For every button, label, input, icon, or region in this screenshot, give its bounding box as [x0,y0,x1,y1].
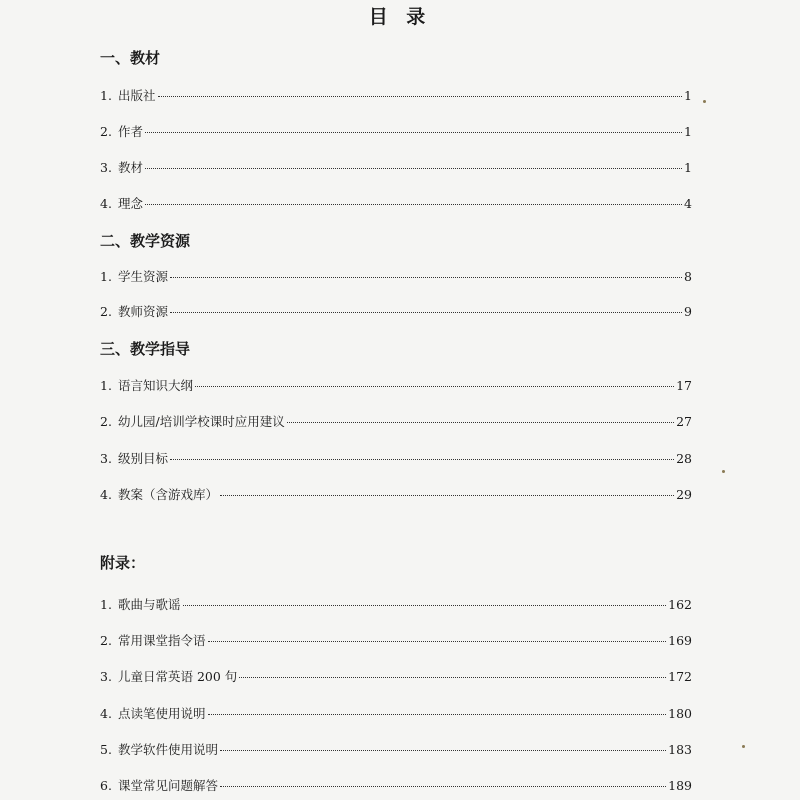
toc-entry[interactable] [100,631,692,651]
toc-entry[interactable] [100,595,692,615]
toc-entry[interactable] [100,267,692,287]
dot-leader [208,641,667,642]
dot-leader [170,312,682,313]
entry-number: 3. [100,160,112,175]
entry-number: 1. [100,88,112,103]
entry-number: 4. [100,706,112,721]
paper-speck [722,470,725,473]
entry-number: 4. [100,196,112,211]
dot-leader [145,168,682,169]
dot-leader [220,786,666,787]
toc-entry[interactable] [100,776,692,796]
entry-page: 4 [684,196,692,211]
dot-leader [220,750,666,751]
entry-page: 28 [676,451,692,466]
entry-number: 4. [100,487,112,502]
entry-page: 183 [668,742,692,757]
entry-page: 189 [668,778,692,793]
toc-entry[interactable] [100,302,692,322]
entry-number: 1. [100,378,112,393]
toc-entry[interactable] [100,704,692,724]
entry-label: 理念 [118,196,144,211]
entry-number: 5. [100,742,112,757]
toc-entry[interactable] [100,86,692,106]
dot-leader [158,96,683,97]
toc-entry[interactable] [100,485,692,505]
entry-label: 级别目标 [118,451,169,466]
entry-label: 儿童日常英语 200 句 [118,669,238,684]
entry-number: 2. [100,304,112,319]
dot-leader [208,714,667,715]
paper-speck [703,100,706,103]
paper-speck [742,745,745,748]
entry-number: 6. [100,778,112,793]
entry-label: 语言知识大纲 [118,378,194,393]
entry-page: 9 [684,304,692,319]
toc-entry[interactable] [100,449,692,469]
entry-label: 幼儿园/培训学校课时应用建议 [118,414,285,429]
entry-page: 8 [684,269,692,284]
entry-page: 27 [676,414,692,429]
entry-number: 1. [100,269,112,284]
entry-page: 169 [668,633,692,648]
toc-entry[interactable] [100,667,692,687]
dot-leader [195,386,674,387]
entry-page: 17 [676,378,692,393]
dot-leader [145,132,682,133]
entry-number: 2. [100,414,112,429]
page-title: 目 录 [368,6,432,28]
entry-label: 学生资源 [118,269,169,284]
entry-label: 教材 [118,160,144,175]
entry-page: 1 [684,124,692,139]
entry-label: 点读笔使用说明 [118,706,206,721]
dot-leader [220,495,674,496]
entry-number: 3. [100,451,112,466]
dot-leader [145,204,682,205]
section-heading-guidance: 三、教学指导 [100,340,191,358]
entry-label: 歌曲与歌谣 [118,597,181,612]
dot-leader [239,677,666,678]
entry-label: 教学软件使用说明 [118,742,219,757]
entry-label: 教案（含游戏库） [118,487,219,502]
entry-label: 常用课堂指令语 [118,633,206,648]
entry-page: 172 [668,669,692,684]
dot-leader [183,605,667,606]
dot-leader [170,277,682,278]
entry-label: 教师资源 [118,304,169,319]
toc-entry[interactable] [100,158,692,178]
toc-entry[interactable] [100,122,692,142]
entry-number: 2. [100,633,112,648]
entry-label: 出版社 [118,88,156,103]
entry-label: 作者 [118,124,144,139]
entry-page: 1 [684,160,692,175]
toc-entry[interactable] [100,740,692,760]
entry-number: 3. [100,669,112,684]
toc-entry[interactable] [100,194,692,214]
entry-label: 课堂常见问题解答 [118,778,219,793]
entry-page: 162 [668,597,692,612]
section-heading-resources: 二、教学资源 [100,232,191,250]
entry-page: 29 [676,487,692,502]
dot-leader [170,459,674,460]
entry-number: 1. [100,597,112,612]
entry-page: 180 [668,706,692,721]
toc-entry[interactable] [100,412,692,432]
entry-page: 1 [684,88,692,103]
entry-number: 2. [100,124,112,139]
dot-leader [287,422,674,423]
section-heading-textbook: 一、教材 [100,49,161,67]
section-heading-appendix: 附录： [100,554,146,572]
toc-entry[interactable] [100,376,692,396]
